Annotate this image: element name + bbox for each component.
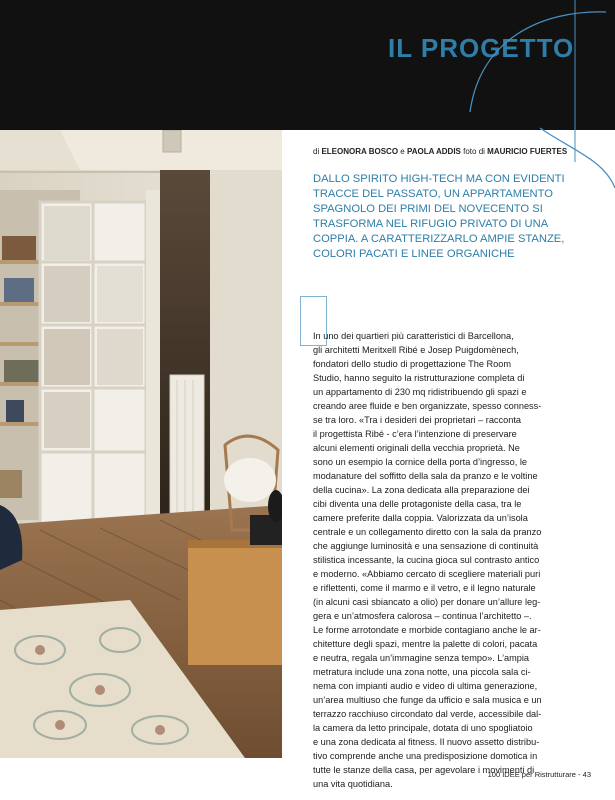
deco-arc-top bbox=[470, 12, 606, 112]
body-text-line: una vita quotidiana. bbox=[313, 779, 393, 789]
interior-photo bbox=[0, 130, 282, 758]
article-body bbox=[313, 329, 599, 791]
body-text-line: centrale e un collegamento diretto con la sala da pranzo bbox=[313, 527, 542, 537]
body-text-line: (in alcuni casi sbiancato a olio) per donare un’allure leg- bbox=[313, 597, 541, 607]
body-text-line: che aggiunge luminosità e una sensazione di continuità bbox=[313, 541, 539, 551]
body-text-line: e riflettenti, come il marmo e il vetro, e il legno naturale bbox=[313, 583, 536, 593]
body-text-line: stilistica incessante, la cucina gioca sul contrasto antico bbox=[313, 555, 540, 565]
body-text-line: e moderno. «Abbiamo cercato di scegliere materiali puri bbox=[313, 569, 541, 579]
body-text-line: un’area multiuso che funge da ufficio e sala musica e un bbox=[313, 695, 542, 705]
photographer-name: MAURICIO FUERTES bbox=[487, 147, 568, 156]
page-folio: 100 IDEE per Ristrutturare - 43 bbox=[487, 770, 591, 779]
body-text-line: chitetture degli spazi, mentre la palette di colori, pacata bbox=[313, 639, 538, 649]
standfirst: DALLO SPIRITO HIGH-TECH MA CON EVIDENTI TRACCE DEL PASSATO, UN APPARTAMENTO SPAGNOLO DEI PRIMI DEL NOVECENTO SI TRASFORMA NEL RIFUGIO PRIVATO DI UNA COPPIA. A CARATTERIZZARLO AMPIE STANZE, COLORI PACATI E LINEE ORGANICHE bbox=[313, 173, 565, 260]
body-text-line: se tra loro. «Tra i desideri dei proprietari – racconta bbox=[313, 415, 522, 425]
author-name: ELEONORA BOSCO bbox=[321, 147, 399, 156]
body-text-line: metratura include una zona notte, una piccola sala ci- bbox=[313, 667, 531, 677]
body-text-line: fondatori dello studio di progettazione The Room bbox=[313, 359, 511, 369]
body-text-line: Le forme arrotondate e morbide contagiano anche le ar- bbox=[313, 625, 541, 635]
byline-prefix: di bbox=[313, 147, 322, 156]
body-text-line: della cucina». La zona dedicata alla preparazione dei bbox=[313, 485, 530, 495]
body-text-line: camere preferite dalla coppia. Valorizzata da un’isola bbox=[313, 513, 528, 523]
author-name: PAOLA ADDIS bbox=[406, 147, 461, 156]
body-text-line: nema con impianti audio e video di ultima generazione, bbox=[313, 681, 538, 691]
body-text-line: la camera da letto principale, dotata di uno spogliatoio bbox=[313, 723, 533, 733]
body-text-line: alcuni elementi originali della vecchia proprietà. Ne bbox=[313, 443, 520, 453]
body-text-line: tivo comprende anche una predisposizione domotica in bbox=[313, 751, 538, 761]
body-text-line: sono un esempio la cornice della porta d’ingresso, le bbox=[313, 457, 527, 467]
body-text-line: Studio, hanno seguito la ristrutturazione completa di bbox=[313, 373, 525, 383]
body-text-line: modanature del soffitto della sala da pranzo e le voltine bbox=[313, 471, 538, 481]
byline bbox=[313, 147, 603, 156]
byline-join: e bbox=[398, 147, 407, 156]
body-text-line: gera e un’atmosfera calorosa – continua l’architetto –. bbox=[313, 611, 532, 621]
body-text-line: In uno dei quartieri più caratteristici di Barcellona, bbox=[313, 331, 514, 341]
body-text-line: il progettista Ribé - c’era l’intenzione di preservare bbox=[313, 429, 517, 439]
body-text-line: un appartamento di 230 mq ridistribuendo gli spazi e bbox=[313, 387, 527, 397]
body-text-line: tutte le stanze della casa, per agevolare i movimenti di bbox=[313, 765, 535, 775]
body-text-line: terrazzo racchiuso circondato dal verde, accessibile dal- bbox=[313, 709, 542, 719]
body-text-line: e una zona dedicata al fitness. Il nuovo assetto distribu- bbox=[313, 737, 540, 747]
photo-credit-prefix: foto di bbox=[460, 147, 488, 156]
section-title: IL PROGETTO bbox=[388, 33, 575, 63]
body-text-line: cibi diventa una delle protagoniste della casa, tra le bbox=[313, 499, 522, 509]
body-text-line: e neutra, regala un’immagine senza tempo». L’ampia bbox=[313, 653, 530, 663]
body-text-line: gli architetti Meritxell Ribé e Josep Puigdomènech, bbox=[313, 345, 519, 355]
body-text-line: creando aree fluide e ben organizzate, spesso conness- bbox=[313, 401, 542, 411]
